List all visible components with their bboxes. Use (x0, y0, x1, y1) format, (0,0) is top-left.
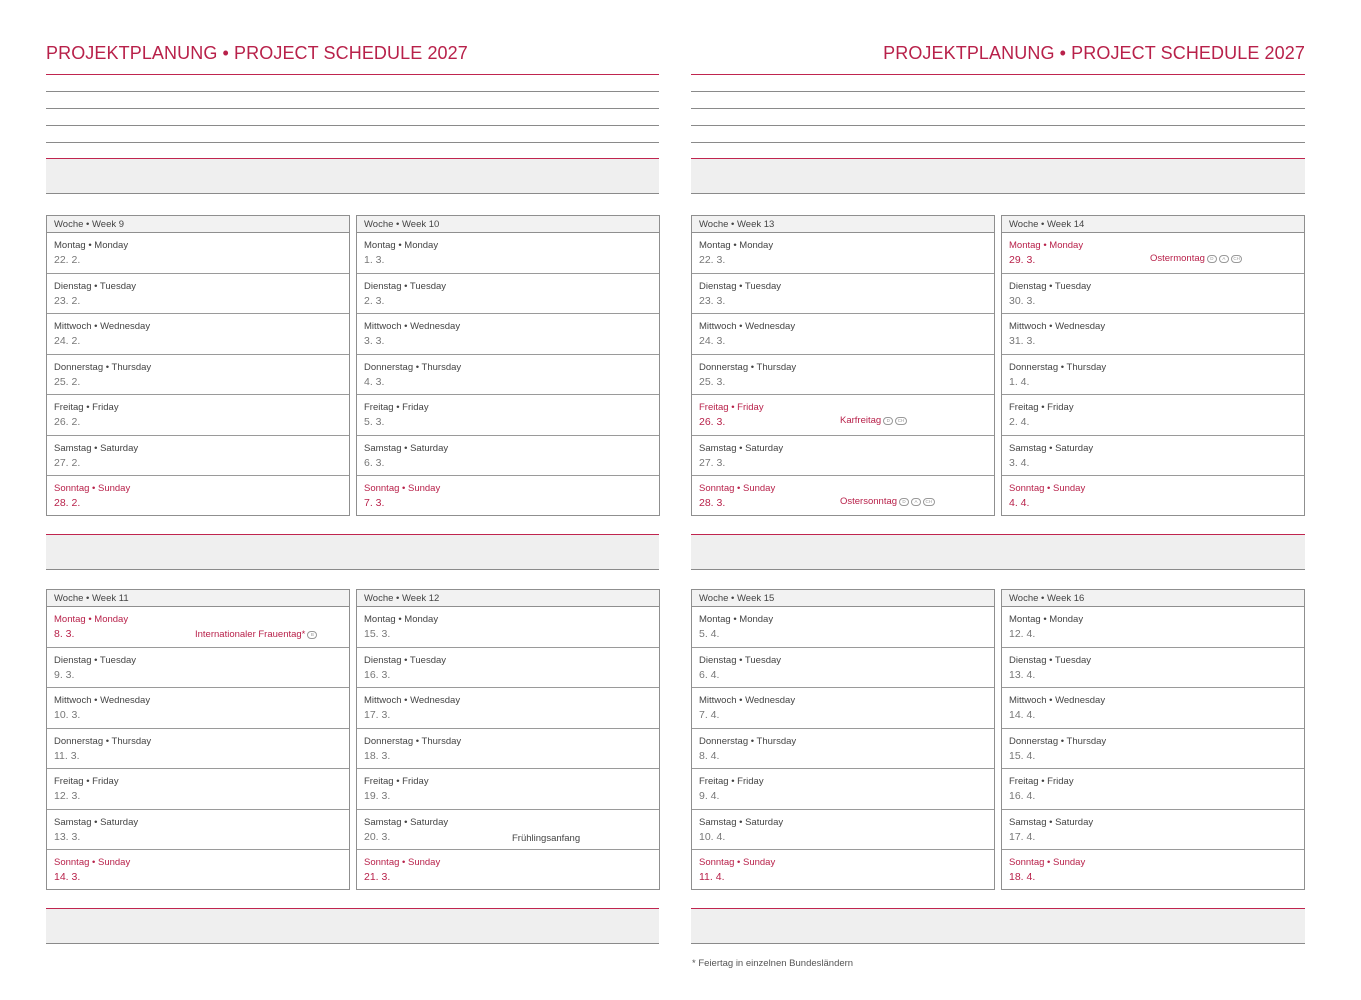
day-date: 9. 4. (699, 790, 720, 802)
day-name: Dienstag • Tuesday (1009, 280, 1092, 292)
day-name: Montag • Monday (364, 240, 439, 251)
week-label: Woche • Week 14 (1002, 216, 1304, 233)
day-row[interactable] (1002, 769, 1304, 810)
day-row[interactable] (1002, 850, 1304, 891)
day-name: Dienstag • Tuesday (54, 654, 137, 666)
day-date: 26. 3. (699, 416, 726, 428)
day-name: Donnerstag • Thursday (1009, 735, 1107, 747)
day-name: Samstag • Saturday (1009, 816, 1094, 828)
day-date: 15. 3. (364, 628, 391, 640)
day-name: Mittwoch • Wednesday (1009, 695, 1106, 706)
day-date: 7. 4. (699, 709, 720, 721)
day-date: 31. 3. (1009, 335, 1036, 347)
day-row[interactable] (47, 395, 349, 436)
day-name: Samstag • Saturday (54, 816, 139, 828)
day-row[interactable] (1002, 233, 1304, 274)
day-name: Mittwoch • Wednesday (364, 321, 461, 332)
country-badge-icon: CH (1231, 255, 1243, 263)
week-table (46, 589, 350, 890)
day-date: 15. 4. (1009, 749, 1036, 762)
right-page-title: PROJEKTPLANUNG • PROJECT SCHEDULE 2027 (883, 43, 1305, 63)
day-row[interactable] (357, 810, 659, 851)
day-name: Freitag • Friday (54, 776, 119, 787)
day-row[interactable] (357, 314, 659, 355)
day-date: 27. 2. (54, 456, 81, 469)
day-date: 23. 3. (699, 294, 726, 307)
day-name: Montag • Monday (1009, 614, 1084, 625)
day-row[interactable] (47, 729, 349, 770)
day-row[interactable] (692, 274, 994, 315)
day-row[interactable] (357, 233, 659, 274)
day-date: 26. 2. (54, 416, 81, 428)
country-badge-icon: CH (895, 417, 907, 425)
day-name: Freitag • Friday (699, 402, 764, 413)
holiday-label (195, 629, 317, 640)
day-date: 29. 3. (1009, 254, 1036, 266)
day-date: 23. 2. (54, 294, 81, 307)
day-date: 22. 3. (699, 254, 726, 266)
country-badge-icon: D (883, 417, 893, 425)
country-badge-icon: B (307, 631, 317, 639)
country-badge-icon: A (911, 498, 921, 506)
day-row[interactable] (692, 607, 994, 648)
day-name: Dienstag • Tuesday (54, 280, 137, 292)
day-row[interactable] (692, 395, 994, 436)
week-label: Woche • Week 16 (1002, 590, 1304, 607)
day-name: Montag • Monday (699, 240, 774, 251)
week-label: Woche • Week 11 (47, 590, 349, 607)
holiday-name: Ostermontag (1150, 253, 1205, 264)
right-note-box (691, 158, 1305, 194)
country-badge-icon: D (899, 498, 909, 506)
day-date: 8. 4. (699, 749, 720, 762)
day-row[interactable] (47, 688, 349, 729)
day-date: 28. 2. (54, 497, 81, 509)
holiday-label (1150, 253, 1242, 264)
day-name: Samstag • Saturday (364, 816, 449, 828)
day-name: Freitag • Friday (364, 402, 429, 413)
day-row[interactable] (1002, 729, 1304, 770)
week-table (356, 589, 660, 890)
day-name: Montag • Monday (699, 614, 774, 625)
right-note-box (691, 534, 1305, 570)
week-table (356, 215, 660, 516)
right-note-box (691, 908, 1305, 944)
day-row[interactable] (357, 476, 659, 517)
holiday-label (512, 833, 580, 844)
day-date: 24. 3. (699, 335, 726, 347)
right-note-line (691, 91, 1305, 92)
holiday-name: Internationaler Frauentag* (195, 629, 306, 640)
day-row[interactable] (1002, 607, 1304, 648)
day-row[interactable] (1002, 810, 1304, 851)
left-page-title: PROJEKTPLANUNG • PROJECT SCHEDULE 2027 (46, 43, 468, 63)
day-name: Donnerstag • Thursday (364, 735, 462, 747)
day-date: 1. 3. (364, 254, 385, 266)
day-date: 2. 4. (1009, 416, 1030, 428)
day-name: Samstag • Saturday (1009, 442, 1094, 454)
day-row[interactable] (1002, 476, 1304, 517)
day-date: 18. 4. (1009, 871, 1036, 883)
day-row[interactable] (47, 314, 349, 355)
day-date: 5. 3. (364, 416, 385, 428)
day-date: 27. 3. (699, 456, 726, 469)
week-table (1001, 589, 1305, 890)
week-label: Woche • Week 12 (357, 590, 659, 607)
week-table (1001, 215, 1305, 516)
left-note-box (46, 534, 659, 570)
day-row[interactable] (357, 395, 659, 436)
day-row[interactable] (692, 314, 994, 355)
day-name: Sonntag • Sunday (1009, 483, 1086, 494)
day-name: Mittwoch • Wednesday (1009, 321, 1106, 332)
day-date: 12. 3. (54, 790, 81, 802)
day-row[interactable] (357, 688, 659, 729)
day-date: 25. 3. (699, 375, 726, 388)
day-row[interactable] (47, 607, 349, 648)
day-row[interactable] (357, 274, 659, 315)
day-date: 20. 3. (364, 830, 391, 843)
day-name: Mittwoch • Wednesday (364, 695, 461, 706)
day-row[interactable] (692, 769, 994, 810)
day-name: Freitag • Friday (1009, 402, 1074, 413)
day-date: 25. 2. (54, 375, 81, 388)
day-row[interactable] (47, 850, 349, 891)
country-badge-icon: A (1219, 255, 1229, 263)
day-row[interactable] (1002, 314, 1304, 355)
day-name: Mittwoch • Wednesday (699, 695, 796, 706)
right-note-line (691, 142, 1305, 143)
day-row[interactable] (47, 233, 349, 274)
day-date: 1. 4. (1009, 375, 1030, 388)
week-table (691, 589, 995, 890)
day-name: Donnerstag • Thursday (699, 735, 797, 747)
day-name: Donnerstag • Thursday (699, 361, 797, 373)
week-label: Woche • Week 15 (692, 590, 994, 607)
day-date: 14. 4. (1009, 709, 1036, 721)
day-date: 18. 3. (364, 749, 391, 762)
day-name: Samstag • Saturday (364, 442, 449, 454)
day-row[interactable] (47, 648, 349, 689)
day-date: 4. 3. (364, 375, 385, 388)
day-name: Montag • Monday (364, 614, 439, 625)
right-title-rule (691, 74, 1305, 75)
holiday-name: Ostersonntag (840, 496, 898, 507)
day-row[interactable] (47, 355, 349, 396)
left-note-box (46, 908, 659, 944)
day-row[interactable] (692, 850, 994, 891)
day-name: Dienstag • Tuesday (699, 654, 782, 666)
day-name: Dienstag • Tuesday (364, 280, 447, 292)
day-date: 10. 4. (699, 830, 726, 843)
day-date: 19. 3. (364, 790, 391, 802)
day-row[interactable] (1002, 436, 1304, 477)
day-row[interactable] (692, 810, 994, 851)
day-date: 9. 3. (54, 668, 75, 681)
day-name: Freitag • Friday (54, 402, 119, 413)
day-date: 21. 3. (364, 871, 391, 883)
day-name: Montag • Monday (54, 240, 129, 251)
left-note-line (46, 108, 659, 109)
day-row[interactable] (692, 436, 994, 477)
day-date: 4. 4. (1009, 497, 1030, 509)
day-name: Samstag • Saturday (54, 442, 139, 454)
day-date: 17. 4. (1009, 830, 1036, 843)
day-name: Dienstag • Tuesday (1009, 654, 1092, 666)
day-row[interactable] (1002, 274, 1304, 315)
day-row[interactable] (1002, 648, 1304, 689)
day-date: 16. 3. (364, 668, 391, 681)
day-date: 14. 3. (54, 871, 81, 883)
day-date: 3. 4. (1009, 456, 1030, 469)
day-name: Dienstag • Tuesday (364, 654, 447, 666)
day-name: Donnerstag • Thursday (54, 361, 152, 373)
holiday-name: Karfreitag (840, 415, 882, 426)
day-row[interactable] (1002, 355, 1304, 396)
day-row[interactable] (357, 607, 659, 648)
day-name: Freitag • Friday (699, 776, 764, 787)
day-row[interactable] (692, 648, 994, 689)
day-date: 17. 3. (364, 709, 391, 721)
day-name: Sonntag • Sunday (364, 483, 441, 494)
holiday-label (840, 415, 907, 426)
day-name: Montag • Monday (1009, 240, 1084, 251)
day-row[interactable] (692, 355, 994, 396)
day-row[interactable] (47, 810, 349, 851)
day-row[interactable] (357, 436, 659, 477)
left-note-box (46, 158, 659, 194)
holiday-name: Frühlingsanfang (512, 832, 581, 844)
holiday-label (840, 496, 935, 507)
day-date: 13. 4. (1009, 668, 1036, 681)
day-date: 3. 3. (364, 335, 385, 347)
left-title-rule (46, 74, 659, 75)
country-badge-icon: D (1207, 255, 1217, 263)
day-row[interactable] (47, 476, 349, 517)
day-date: 6. 4. (699, 668, 720, 681)
day-name: Mittwoch • Wednesday (54, 321, 151, 332)
day-row[interactable] (357, 769, 659, 810)
country-badge-icon: CH (923, 498, 935, 506)
day-date: 2. 3. (364, 294, 385, 307)
day-date: 24. 2. (54, 335, 81, 347)
day-name: Donnerstag • Thursday (364, 361, 462, 373)
day-name: Sonntag • Sunday (364, 857, 441, 868)
day-row[interactable] (47, 274, 349, 315)
week-label: Woche • Week 10 (357, 216, 659, 233)
day-row[interactable] (357, 850, 659, 891)
day-row[interactable] (357, 355, 659, 396)
week-label: Woche • Week 9 (47, 216, 349, 233)
day-row[interactable] (692, 729, 994, 770)
day-name: Donnerstag • Thursday (54, 735, 152, 747)
day-name: Sonntag • Sunday (699, 483, 776, 494)
week-table (46, 215, 350, 516)
day-date: 30. 3. (1009, 294, 1036, 307)
day-date: 6. 3. (364, 456, 385, 469)
day-row[interactable] (357, 648, 659, 689)
day-name: Sonntag • Sunday (699, 857, 776, 868)
day-row[interactable] (47, 436, 349, 477)
day-name: Montag • Monday (54, 614, 129, 625)
day-name: Samstag • Saturday (699, 816, 784, 828)
day-row[interactable] (692, 476, 994, 517)
day-name: Freitag • Friday (364, 776, 429, 787)
day-date: 11. 3. (54, 749, 80, 762)
day-name: Sonntag • Sunday (54, 483, 131, 494)
day-name: Samstag • Saturday (699, 442, 784, 454)
day-date: 16. 4. (1009, 790, 1036, 802)
day-name: Sonntag • Sunday (54, 857, 131, 868)
day-date: 22. 2. (54, 254, 81, 266)
week-table (691, 215, 995, 516)
day-name: Sonntag • Sunday (1009, 857, 1086, 868)
day-name: Mittwoch • Wednesday (699, 321, 796, 332)
day-date: 8. 3. (54, 628, 75, 640)
day-name: Dienstag • Tuesday (699, 280, 782, 292)
day-date: 7. 3. (364, 497, 385, 509)
day-name: Donnerstag • Thursday (1009, 361, 1107, 373)
week-label: Woche • Week 13 (692, 216, 994, 233)
right-note-line (691, 108, 1305, 109)
day-name: Mittwoch • Wednesday (54, 695, 151, 706)
day-row[interactable] (357, 729, 659, 770)
left-note-line (46, 142, 659, 143)
holiday-footnote: * Feiertag in einzelnen Bundesländern (692, 958, 854, 969)
day-row[interactable] (1002, 395, 1304, 436)
day-name: Freitag • Friday (1009, 776, 1074, 787)
day-date: 12. 4. (1009, 628, 1036, 640)
day-date: 11. 4. (699, 871, 725, 883)
day-row[interactable] (1002, 688, 1304, 729)
day-row[interactable] (692, 688, 994, 729)
day-date: 10. 3. (54, 709, 81, 721)
right-note-line (691, 125, 1305, 126)
day-date: 28. 3. (699, 497, 726, 509)
left-note-line (46, 125, 659, 126)
day-date: 13. 3. (54, 830, 81, 843)
day-date: 5. 4. (699, 628, 720, 640)
left-note-line (46, 91, 659, 92)
day-row[interactable] (47, 769, 349, 810)
day-row[interactable] (692, 233, 994, 274)
